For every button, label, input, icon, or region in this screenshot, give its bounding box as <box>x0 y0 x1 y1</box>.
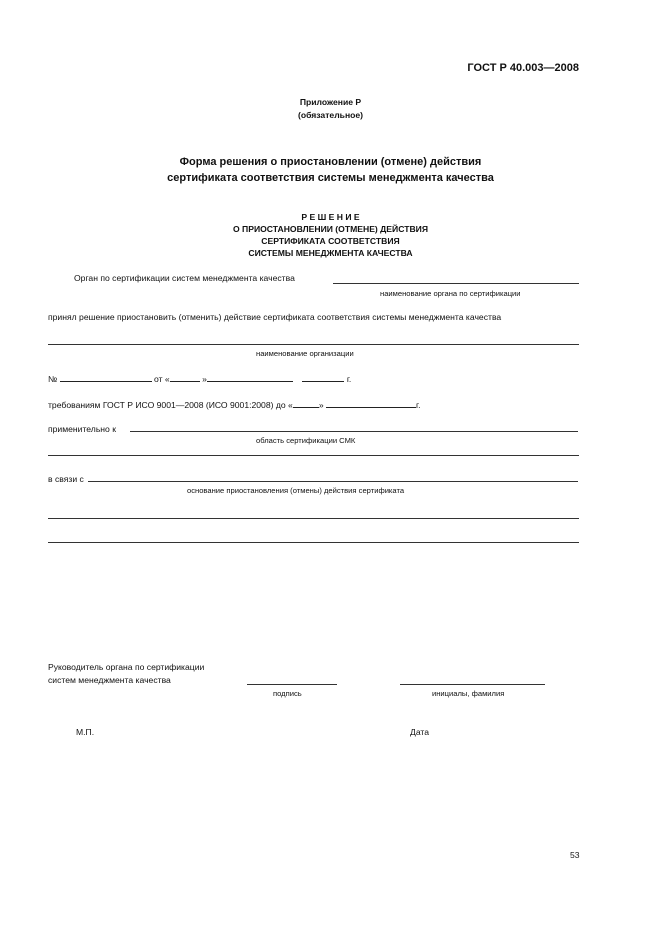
from-label: от « <box>154 374 170 384</box>
stamp-label: М.П. <box>76 727 95 737</box>
month-field[interactable] <box>207 372 293 382</box>
head-title-line2: систем менеджмента качества <box>48 675 171 685</box>
reason-field[interactable] <box>88 481 578 482</box>
decision-heading: Р Е Ш Е Н И Е <box>301 212 360 222</box>
organ-field[interactable] <box>333 283 579 284</box>
organization-caption: наименование организации <box>256 349 354 358</box>
scope-caption: область сертификации СМК <box>256 436 356 445</box>
organ-label: Орган по сертификации систем менеджмента качества <box>74 273 295 283</box>
form-title-line2: сертификата соответствия системы менеджмента качества <box>167 172 494 184</box>
scope-field-continued[interactable] <box>48 455 579 456</box>
organ-caption: наименование органа по сертификации <box>380 289 521 298</box>
standard-designation: ГОСТ Р 40.003—2008 <box>467 62 579 74</box>
date-label: Дата <box>410 727 430 737</box>
until-day-field[interactable] <box>293 398 319 408</box>
signature-field[interactable] <box>247 684 337 685</box>
reason-field-line3[interactable] <box>48 542 579 543</box>
scope-label: применительно к <box>48 424 116 434</box>
decision-subheading-1: О ПРИОСТАНОВЛЕНИИ (ОТМЕНЕ) ДЕЙСТВИЯ <box>232 224 429 234</box>
head-title-line1: Руководитель органа по сертификации <box>48 662 205 672</box>
requirements-text: требованиям ГОСТ Р ИСО 9001—2008 (ИСО 9001:2008) до « <box>48 400 293 410</box>
until-quote-close: » <box>318 400 324 410</box>
scope-field[interactable] <box>130 431 578 432</box>
number-row <box>48 372 351 384</box>
reason-label: в связи с <box>48 474 84 484</box>
reason-caption: основание приостановления (отмены) действия сертификата <box>187 486 405 495</box>
appendix-status: (обязательное) <box>297 110 364 120</box>
decision-subheading-3: СИСТЕМЫ МЕНЕДЖМЕНТА КАЧЕСТВА <box>248 248 413 258</box>
day-field[interactable] <box>170 372 200 382</box>
decision-text: принял решение приостановить (отменить) действие сертификата соответствия системы менеджмента качества <box>48 312 502 322</box>
year-label: г. <box>346 374 352 384</box>
until-year-label: г. <box>416 400 421 410</box>
reason-field-line2[interactable] <box>48 518 579 519</box>
year-field[interactable] <box>302 372 344 382</box>
decision-subheading-2: СЕРТИФИКАТА СООТВЕТСТВИЯ <box>261 236 400 246</box>
name-field[interactable] <box>400 684 545 685</box>
page-number: 53 <box>570 850 580 860</box>
number-field[interactable] <box>60 372 152 382</box>
signature-caption: подпись <box>273 689 302 698</box>
name-caption: инициалы, фамилия <box>432 689 505 698</box>
quote-close: » <box>202 374 207 384</box>
organization-field[interactable] <box>48 344 579 345</box>
number-label: № <box>48 374 58 384</box>
appendix-title: Приложение Р <box>299 97 362 107</box>
form-title-line1: Форма решения о приостановлении (отмене) действия <box>179 156 482 168</box>
requirements-row <box>48 398 420 410</box>
until-month-year-field[interactable] <box>326 398 416 408</box>
